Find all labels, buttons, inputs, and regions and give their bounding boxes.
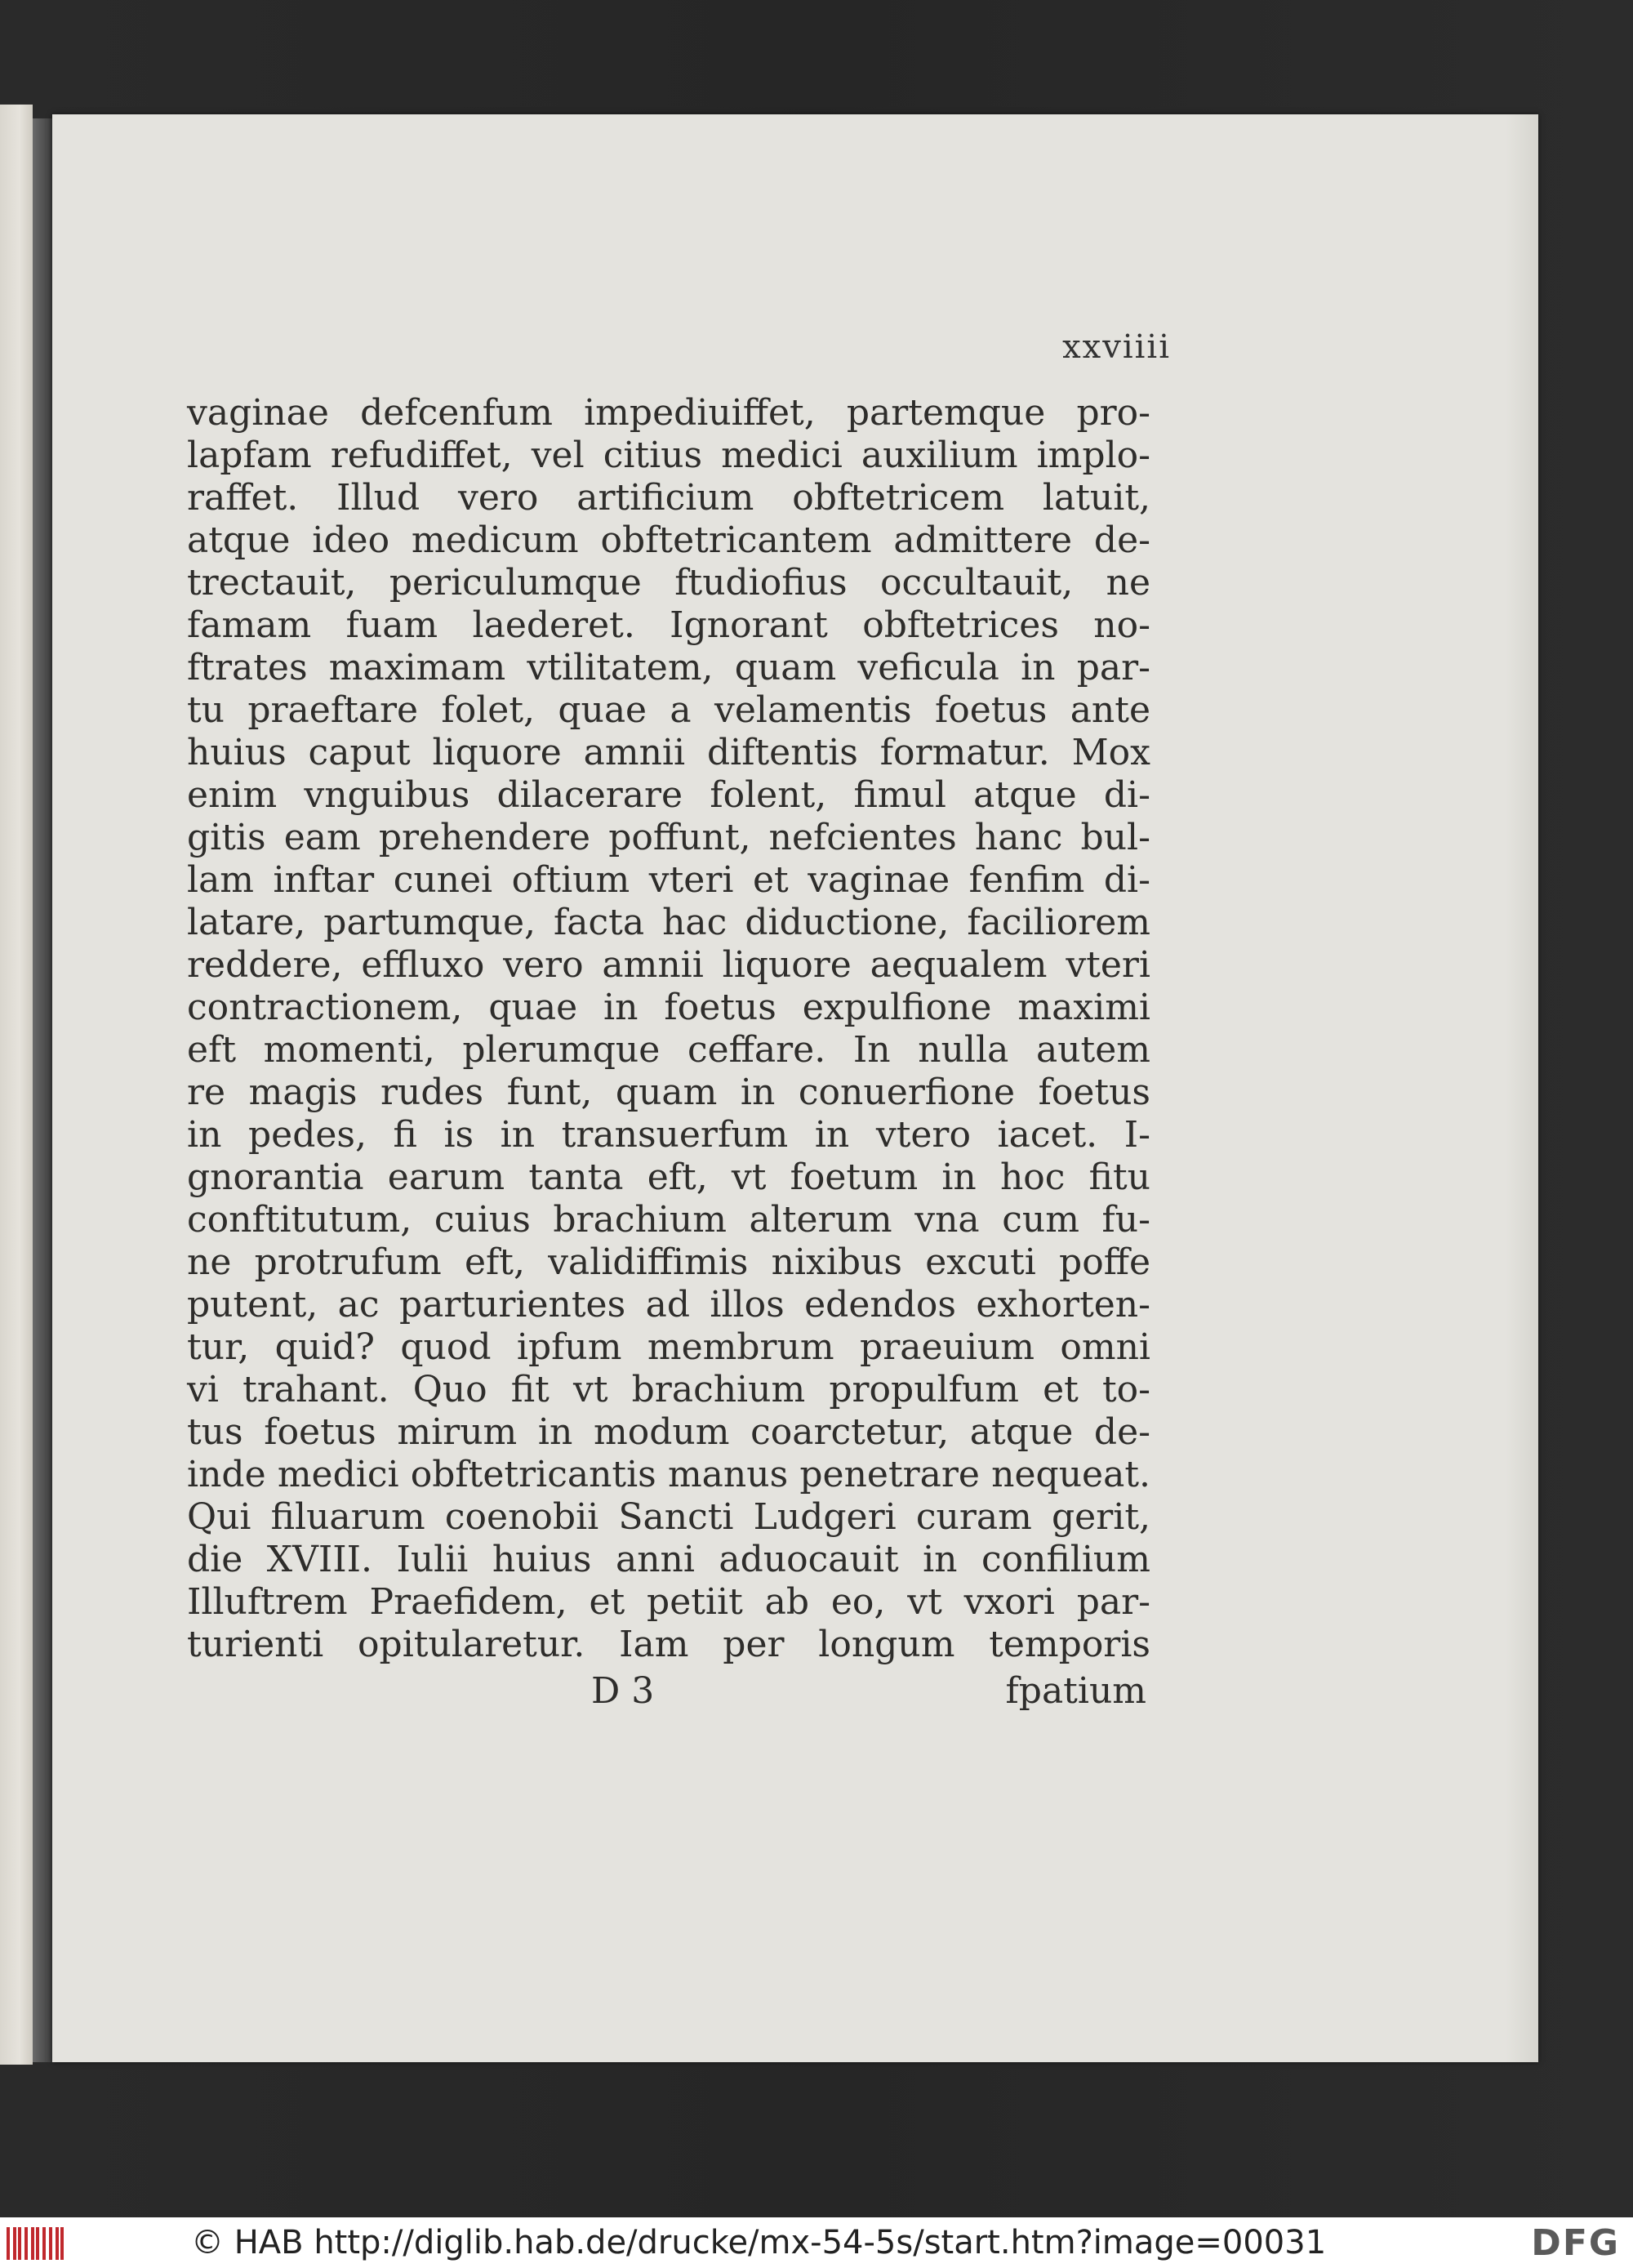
text-line: atque ideo medicum obftetricantem admittere de- — [187, 519, 1150, 561]
text-line: tur, quid? quod ipfum membrum praeuium omni — [187, 1326, 1150, 1368]
text-line: contractionem, quae in foetus expulfione maximi — [187, 987, 1150, 1028]
dfg-logo: DFG — [1531, 2222, 1620, 2264]
text-line: latare, partumque, facta hac diductione, faciliorem — [187, 902, 1150, 943]
copyright-link[interactable]: © HAB http://diglib.hab.de/drucke/mx-54-5s/start.htm?image=00031 — [191, 2224, 1327, 2261]
text-line: eft momenti, plerumque ceffare. In nulla autem — [187, 1029, 1150, 1071]
adjacent-page-edge — [0, 105, 33, 2065]
text-line: inde medici obftetricantis manus penetrare nequeat. — [187, 1454, 1150, 1495]
text-line: re magis rudes funt, quam in conuerfione foetus — [187, 1072, 1150, 1113]
text-line: reddere, effluxo vero amnii liquore aequalem vteri — [187, 944, 1150, 986]
signature-mark: D 3 — [591, 1670, 655, 1712]
text-line: putent, ac parturientes ad illos edendos exhorten- — [187, 1284, 1150, 1326]
text-line: trectauit, periculumque ftudiofius occultauit, ne — [187, 562, 1150, 604]
text-line: lapfam refudiffet, vel citius medici auxilium implo- — [187, 434, 1150, 476]
binding-gutter — [33, 118, 54, 2062]
text-line: ftrates maximam vtilitatem, quam veficula in par- — [187, 647, 1150, 688]
text-line: tus foetus mirum in modum coarctetur, atque de- — [187, 1411, 1150, 1453]
text-line: ne protrufum eft, validiffimis nixibus excuti poffe — [187, 1241, 1150, 1283]
barcode-icon — [7, 2227, 65, 2260]
text-line: gitis eam prehendere poffunt, nefcientes hanc bul- — [187, 817, 1150, 858]
text-line: die XVIII. Iulii huius anni aduocauit in confilium — [187, 1539, 1150, 1580]
text-line: vi trahant. Quo fit vt brachium propulfum et to- — [187, 1369, 1150, 1410]
text-line: vaginae defcenfum impediuiffet, partemque pro- — [187, 392, 1150, 434]
text-line: huius caput liquore amnii diftentis formatur. Mox — [187, 732, 1150, 773]
page-header-numeral: xxviiii — [1062, 328, 1171, 366]
text-line: lam inftar cunei oftium vteri et vaginae fenfim di- — [187, 859, 1150, 901]
catchword: fpatium — [1005, 1670, 1146, 1712]
text-line: enim vnguibus dilacerare folent, fimul atque di- — [187, 774, 1150, 816]
text-line: conftitutum, cuius brachium alterum vna cum fu- — [187, 1199, 1150, 1241]
text-line: Qui filuarum coenobii Sancti Ludgeri curam gerit, — [187, 1496, 1150, 1538]
text-line: Illuftrem Praefidem, et petiit ab eo, vt vxori par- — [187, 1581, 1150, 1623]
text-line: famam fuam laederet. Ignorant obftetrices no- — [187, 604, 1150, 646]
text-line: in pedes, fi is in transuerfum in vtero iacet. I- — [187, 1114, 1150, 1156]
body-text — [187, 392, 1150, 1666]
book-page — [52, 114, 1538, 2062]
viewer-footer-bar — [0, 2217, 1633, 2268]
text-line: turienti opitularetur. Iam per longum temporis — [187, 1624, 1150, 1665]
text-line: tu praeftare folet, quae a velamentis foetus ante — [187, 689, 1150, 731]
text-line: raffet. Illud vero artificium obftetricem latuit, — [187, 477, 1150, 519]
text-line: gnorantia earum tanta eft, vt foetum in hoc fitu — [187, 1156, 1150, 1198]
page-edge-shadow — [1506, 114, 1538, 2062]
